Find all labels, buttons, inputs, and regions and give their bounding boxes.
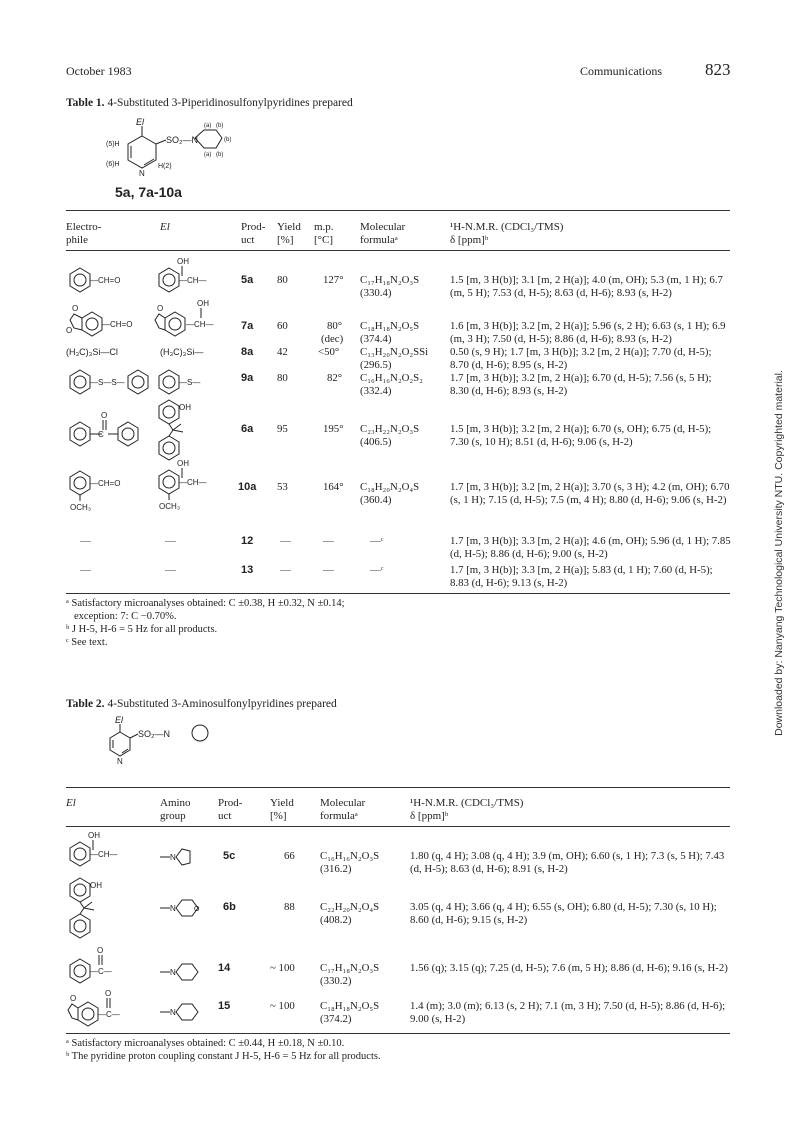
t2-r1-nmr: 1.80 (q, 4 H); 3.08 (q, 4 H); 3.9 (m, OH); 6.60 (s, 1 H); 7.3 (s, 5 H); 7.43 (d, H-5); 8.63 (d, H-6); 8.91 (s, H-2)	[410, 850, 725, 876]
t2-r3-el-structure	[66, 945, 146, 985]
t1-header-nmr: ¹H-N.M.R. (CDCl₃/TMS) δ [ppm]ᵇ	[450, 221, 564, 246]
t1-r1-ch: —CH—	[179, 276, 207, 285]
t1-r2-cho: —CH=O	[102, 320, 133, 329]
t2-footnote-a: ᵃ Satisfactory microanalyses obtained: C ±0.44, H ±0.18, N ±0.10.	[66, 1038, 345, 1049]
t2-r1-n: N	[170, 853, 176, 862]
t1-r2-nmr: 1.6 [m, 3 H(b)]; 3.2 [m, 2 H(a)]; 5.96 (s, 2 H); 6.63 (s, 1 H); 6.9 (m, 3 H); 7.50 (d, H-5); 8.86 (d, H-6); 8.93 (s, H-2)	[450, 320, 726, 346]
table2-caption	[66, 698, 337, 710]
t1-r7-yield: —	[280, 535, 291, 547]
t2-r2-amino-morpholine	[160, 896, 210, 920]
t1-r4-s: —S—	[179, 378, 201, 387]
t1-r3-mw: (296.5)	[360, 359, 392, 371]
t1-r2-oh: OH	[197, 299, 209, 308]
t1-r1-mp: 127°	[323, 274, 344, 286]
table1-scheme-structure	[100, 118, 240, 190]
t1-r8-yield: —	[280, 564, 291, 576]
scheme-h6: (6)H	[106, 161, 120, 168]
t2-r3-formula: C₁₇H₁₈N₂O₃S	[320, 962, 380, 974]
t1-r2-formula: C₁₈H₁₈N₂O₅S	[360, 320, 420, 332]
t1-header-electrophile: Electro- phile	[66, 221, 102, 246]
t2-r1-mw: (316.2)	[320, 863, 352, 875]
scheme-a: (a)	[204, 123, 212, 129]
scheme-b2: (b)	[216, 152, 224, 158]
t1-r3-el: (H₃C)₃Si—	[160, 347, 204, 357]
t1-r4-mp: 82°	[327, 372, 343, 384]
t1-r8-mp: —	[323, 564, 334, 576]
t2-r3-nmr: 1.56 (q); 3.15 (q); 7.25 (d, H-5); 7.6 (m, 5 H); 8.86 (d, H-6); 9.16 (s, H-2)	[410, 962, 728, 974]
t1-r5-product: 6a	[241, 423, 254, 435]
t1-r5-yield: 95	[277, 423, 288, 435]
t2-r4-o1: O	[70, 994, 77, 1003]
t1-r1-cho: —CH=O	[90, 276, 121, 285]
t1-r7-mp: —	[323, 535, 334, 547]
t1-r6-mw: (360.4)	[360, 494, 392, 506]
t1-header-el: El	[160, 221, 170, 233]
scheme-h5: (5)H	[106, 141, 120, 148]
t1-r2-mw: (374.4)	[360, 333, 392, 345]
t1-r2-mp: 80°	[327, 320, 343, 332]
t1-r8-formula: —ᶜ	[370, 564, 384, 576]
t1-header-product: Prod- uct	[241, 221, 266, 246]
t1-r4-product: 9a	[241, 372, 254, 384]
t2-scheme-el: El	[115, 715, 124, 725]
t1-r4-electrophile-structure	[66, 367, 166, 397]
t1-header-mp: m.p. [°C]	[314, 221, 334, 246]
table1-top-rule	[66, 210, 730, 211]
t2-header-nmr: ¹H-N.M.R. (CDCl₃/TMS) δ [ppm]ᵇ	[410, 797, 524, 822]
t1-r6-ch: —CH—	[179, 478, 207, 487]
t2-r3-amino-piperidine	[160, 960, 210, 984]
journal-section: Communications	[580, 64, 662, 78]
t2-r3-n: N	[170, 968, 176, 977]
t1-r1-el-structure	[155, 256, 235, 294]
t1-r8-nmr: 1.7 [m, 3 H(b)]; 3.3 [m, 2 H(a)]; 5.83 (d, 1 H); 7.60 (d, H-5); 8.83 (d, H-6); 9.13 (s, H-2)	[450, 564, 713, 590]
t2-r2-yield: 88	[284, 901, 295, 913]
t2-r4-mw: (374.2)	[320, 1013, 352, 1025]
t1-r6-nmr: 1.7 [m, 3 H(b)]; 3.2 [m, 2 H(a)]; 3.70 (s, 3 H); 4.2 (m, OH); 6.70 (s, 1 H); 7.15 (d, H-5); 7.5 (m, 4 H); 8.80 (d, H-6); 9.06 (s, H-2)	[450, 481, 730, 507]
table1-scheme-label: 5a, 7a-10a	[115, 184, 182, 200]
t2-r3-product: 14	[218, 962, 231, 974]
t2-r2-oh: OH	[90, 881, 102, 890]
t1-r5-mw: (406.5)	[360, 436, 392, 448]
t1-r2-el-o1: O	[157, 304, 164, 313]
t1-r1-oh: OH	[177, 257, 189, 266]
t2-footnote-b: ᵇ The pyridine proton coupling constant J H-5, H-6 = 5 Hz for all products.	[66, 1051, 381, 1062]
t1-r6-mp: 164°	[323, 481, 344, 493]
table2-scheme-structure	[100, 715, 210, 778]
t1-r6-cho: —CH=O	[90, 479, 121, 488]
t2-r4-co: —C—	[98, 1010, 120, 1019]
t1-r1-yield: 80	[277, 274, 288, 286]
scheme-b3: (b)	[224, 137, 232, 143]
t2-r3-o: O	[97, 946, 104, 955]
t1-r4-nmr: 1.7 [m, 3 H(b)]; 3.2 [m, 2 H(a)]; 6.70 (d, H-5); 7.56 (s, 5 H); 8.30 (d, H-6); 8.93 (s, H-2)	[450, 372, 712, 398]
t1-r7-electrophile: —	[80, 535, 91, 547]
t1-r2-o1: O	[72, 304, 79, 313]
t1-r5-electrophile-structure	[66, 410, 166, 450]
t2-r2-mw: (408.2)	[320, 914, 352, 926]
t2-r3-co: —C—	[90, 967, 112, 976]
t1-r7-el: —	[165, 535, 176, 547]
download-notice-text: Downloaded by: Nanyang Technological University NTU. Copyrighted material.	[773, 370, 785, 736]
t2-r2-n: N	[170, 904, 176, 913]
t1-r5-nmr: 1.5 [m, 3 H(b)]; 3.2 [m, 2 H(a)]; 6.70 (s, OH); 6.75 (d, H-5); 7.30 (s, 10 H); 8.51 (d, H-6); 9.06 (s, H-2)	[450, 423, 712, 449]
t1-r5-formula: C₂₃H₂₂N₂O₃S	[360, 423, 420, 435]
t2-r2-o: O	[194, 906, 200, 913]
t2-r1-yield: 66	[284, 850, 295, 862]
t2-r1-ch: —CH—	[90, 850, 118, 859]
t1-footnote-b: ᵇ J H-5, H-6 = 5 Hz for all products.	[66, 624, 218, 635]
table1-bottom-rule	[66, 593, 730, 594]
t2-r3-yield: ~ 100	[270, 962, 295, 974]
t2-r4-product: 15	[218, 1000, 231, 1012]
t1-r7-product: 12	[241, 535, 254, 547]
t1-r6-formula: C₁₈H₂₀N₂O₄S	[360, 481, 420, 493]
t1-r3-mp: <50°	[318, 346, 340, 358]
t2-header-product: Prod- uct	[218, 797, 243, 822]
t2-r4-formula: C₁₈H₁₈N₂O₅S	[320, 1000, 380, 1012]
t2-r1-formula: C₁₆H₁₆N₂O₃S	[320, 850, 380, 862]
t2-r4-el-structure	[66, 988, 156, 1028]
t1-r3-nmr: 0.50 (s, 9 H); 1.7 [m, 3 H(b)]; 3.2 [m, 2 H(a)]; 7.70 (d, H-5); 8.70 (d, H-6); 8.95 (s, H-2)	[450, 346, 712, 372]
t1-header-formula: Molecular formulaᵃ	[360, 221, 406, 246]
t1-footnote-a: ᵃ Satisfactory microanalyses obtained: C ±0.38, H ±0.32, N ±0.14;	[66, 598, 345, 609]
t2-r4-amino-piperidine	[160, 1000, 210, 1024]
t1-r1-electrophile-structure	[66, 258, 156, 296]
t2-header-el: El	[66, 797, 76, 809]
t1-r1-product: 5a	[241, 274, 254, 286]
t2-r1-oh: OH	[88, 831, 100, 840]
t1-r1-formula: C₁₇H₁₈N₂O₃S	[360, 274, 420, 286]
t1-r2-mp-dec: (dec)	[321, 333, 344, 345]
t1-r4-yield: 80	[277, 372, 288, 384]
t2-r4-o2: O	[105, 989, 112, 998]
t1-r6-yield: 53	[277, 481, 288, 493]
table2-label: Table 2.	[66, 698, 105, 710]
t2-r4-n: N	[170, 1008, 176, 1017]
t2-r1-el-structure	[66, 830, 146, 868]
t2-header-amino: Amino group	[160, 797, 191, 822]
t1-r8-electrophile: —	[80, 564, 91, 576]
t2-r4-yield: ~ 100	[270, 1000, 295, 1012]
table1-label: Table 1.	[66, 97, 105, 109]
t2-r3-mw: (330.2)	[320, 975, 352, 987]
scheme-so2n: SO₂—N	[166, 135, 198, 145]
t1-r3-formula: C₁₃H₂₀N₂O₂SSi	[360, 346, 429, 358]
table2-bottom-rule	[66, 1033, 730, 1034]
t1-r5-c: C	[98, 430, 104, 439]
t1-r7-nmr: 1.7 [m, 3 H(b)]; 3.3 [m, 2 H(a)]; 4.6 (m, OH); 5.96 (d, 1 H); 7.85 (d, H-5); 8.86 (d, H-6); 9.00 (s, H-2)	[450, 535, 731, 561]
t1-r4-mw: (332.4)	[360, 385, 392, 397]
t1-r2-yield: 60	[277, 320, 288, 332]
table1-header-rule	[66, 250, 730, 251]
t1-r6-el-och3: OCH₃	[159, 502, 181, 511]
scheme-el: El	[136, 117, 145, 127]
t2-r2-nmr: 3.05 (q, 4 H); 3.66 (q, 4 H); 6.55 (s, OH); 6.80 (d, H-5); 7.30 (s, 10 H); 8.60 (d, H-6); 9.15 (s, H-2)	[410, 901, 717, 927]
t1-r6-product: 10a	[238, 481, 257, 493]
table2-header-rule	[66, 826, 730, 827]
page-number: 823	[705, 60, 731, 79]
table2-top-rule	[66, 787, 730, 788]
t1-footnote-a2: exception: 7: C −0.70%.	[74, 611, 177, 622]
t1-r7-formula: —ᶜ	[370, 535, 384, 547]
t2-header-formula: Molecular formulaᵃ	[320, 797, 366, 822]
t1-r4-ss: —S—S—	[90, 378, 125, 387]
t1-r6-oh: OH	[177, 459, 189, 468]
scheme-a2: (a)	[204, 152, 212, 158]
table1-title: 4-Substituted 3-Piperidinosulfonylpyridines prepared	[107, 97, 353, 109]
t1-r4-el-structure	[155, 367, 235, 397]
t2-scheme-so2n: SO₂—N	[138, 729, 170, 739]
t1-r8-product: 13	[241, 564, 254, 576]
t1-r2-o2: O	[66, 326, 73, 335]
t2-r2-product: 6b	[223, 901, 236, 913]
t1-r2-el-structure	[155, 298, 235, 338]
t1-r2-product: 7a	[241, 320, 254, 332]
t1-r1-nmr: 1.5 [m, 3 H(b)]; 3.1 [m, 2 H(a)]; 4.0 (m, OH); 5.3 (m, 1 H); 6.7 (m, 5 H); 7.53 (d, H-5); 8.63 (d, H-6); 8.93 (s, H-2)	[450, 274, 723, 300]
download-notice	[772, 328, 786, 778]
t1-r4-formula: C₁₆H₁₆N₂O₂S₂	[360, 372, 423, 384]
t2-r1-product: 5c	[223, 850, 236, 862]
scheme-n: N	[139, 169, 145, 178]
table1-caption	[66, 97, 353, 109]
t1-r6-electrophile-structure	[66, 465, 166, 517]
t1-r5-mp: 195°	[323, 423, 344, 435]
t1-r1-mw: (330.4)	[360, 287, 392, 299]
t1-r8-el: —	[165, 564, 176, 576]
t2-r4-nmr: 1.4 (m); 3.0 (m); 6.13 (s, 2 H); 7.1 (m, 3 H); 7.50 (d, H-5); 8.86 (d, H-6); 9.00 (s, H-2)	[410, 1000, 726, 1026]
t1-r3-product: 8a	[241, 346, 254, 358]
t1-r5-o: O	[101, 411, 108, 420]
t1-r6-el-structure	[155, 458, 235, 516]
t1-r6-och3: OCH₃	[70, 503, 92, 512]
t2-r2-el-structure	[66, 876, 146, 940]
t1-footnote-c: ᶜ See text.	[66, 637, 108, 648]
scheme-b: (b)	[216, 123, 224, 129]
t1-r5-el-structure	[155, 398, 235, 458]
t1-r2-electrophile-structure	[66, 300, 166, 340]
journal-date: October 1983	[66, 64, 132, 78]
t2-r1-amino-pyrrolidine	[160, 845, 200, 869]
t2-scheme-n: N	[117, 757, 123, 766]
t1-r3-electrophile: (H₃C)₃Si—Cl	[66, 347, 118, 357]
t1-r3-yield: 42	[277, 346, 288, 358]
t2-r2-formula: C₂₂H₂₀N₂O₄S	[320, 901, 380, 913]
t1-header-yield: Yield [%]	[277, 221, 301, 246]
t2-header-yield: Yield [%]	[270, 797, 294, 822]
table2-title: 4-Substituted 3-Aminosulfonylpyridines prepared	[107, 698, 337, 710]
scheme-h2: H(2)	[158, 163, 172, 170]
t1-r5-oh: OH	[179, 403, 191, 412]
t1-r2-ch: —CH—	[186, 320, 214, 329]
